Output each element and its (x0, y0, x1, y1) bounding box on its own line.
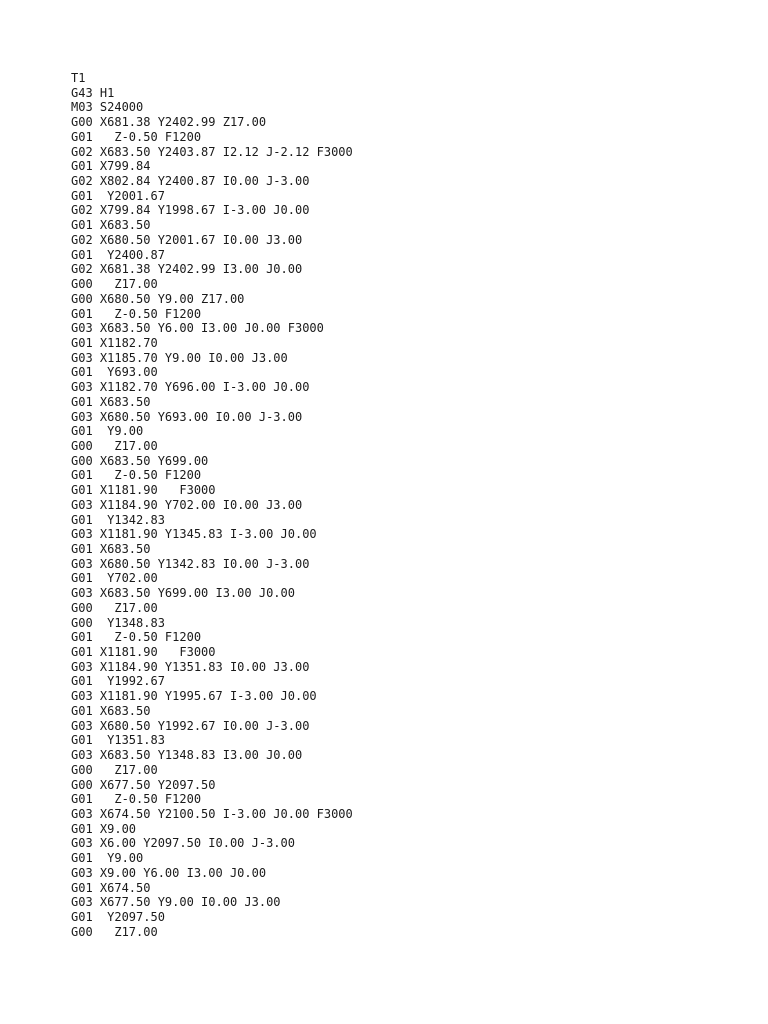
gcode-line: G00 Z17.00 (71, 438, 158, 453)
gcode-line: G01 Y702.00 (71, 571, 158, 586)
gcode-line: G00 Z17.00 (71, 277, 158, 292)
gcode-line: G01 Y2097.50 (71, 909, 165, 924)
gcode-line: G01 Y2001.67 (71, 188, 165, 203)
gcode-line: G03 X680.50 Y693.00 I0.00 J-3.00 (71, 409, 303, 424)
gcode-line: G01 Y1992.67 (71, 674, 165, 689)
gcode-line: G01 Z-0.50 F1200 (71, 630, 202, 645)
gcode-line: G02 X802.84 Y2400.87 I0.00 J-3.00 (71, 174, 310, 189)
gcode-line: G01 Z-0.50 F1200 (71, 129, 202, 144)
gcode-line: G00 X677.50 Y2097.50 (71, 777, 216, 792)
gcode-line: G01 X683.50 (71, 703, 151, 718)
gcode-line: G03 X6.00 Y2097.50 I0.00 J-3.00 (71, 836, 295, 851)
gcode-line: G03 X683.50 Y1348.83 I3.00 J0.00 (71, 748, 303, 763)
gcode-line: G01 X1182.70 (71, 335, 158, 350)
gcode-line: G01 Z-0.50 F1200 (71, 792, 202, 807)
gcode-line: G01 Y693.00 (71, 365, 158, 380)
gcode-line: G01 Z-0.50 F1200 (71, 306, 202, 321)
gcode-line: G00 X680.50 Y9.00 Z17.00 (71, 291, 245, 306)
gcode-line: G43 H1 (71, 85, 115, 100)
gcode-line: G02 X799.84 Y1998.67 I-3.00 J0.00 (71, 203, 310, 218)
gcode-line: G03 X9.00 Y6.00 I3.00 J0.00 (71, 865, 267, 880)
gcode-line: G01 X1181.90 F3000 (71, 483, 216, 498)
gcode-line: G00 Y1348.83 (71, 615, 165, 630)
gcode-line: G00 X683.50 Y699.00 (71, 453, 209, 468)
gcode-line: G01 Y2400.87 (71, 247, 165, 262)
gcode-line: G03 X683.50 Y6.00 I3.00 J0.00 F3000 (71, 321, 324, 336)
gcode-line: G03 X1185.70 Y9.00 I0.00 J3.00 (71, 350, 288, 365)
gcode-line: G01 X799.84 (71, 159, 151, 174)
gcode-line: G03 X680.50 Y1992.67 I0.00 J-3.00 (71, 718, 310, 733)
gcode-line: G01 Y9.00 (71, 424, 144, 439)
gcode-line: G03 X680.50 Y1342.83 I0.00 J-3.00 (71, 556, 310, 571)
gcode-line: G01 X683.50 (71, 394, 151, 409)
gcode-line: T1 (71, 71, 86, 85)
gcode-line: G02 X683.50 Y2403.87 I2.12 J-2.12 F3000 (71, 144, 353, 159)
gcode-line: G00 Z17.00 (71, 762, 158, 777)
gcode-line: G01 Y1351.83 (71, 733, 165, 748)
gcode-line: G03 X1184.90 Y1351.83 I0.00 J3.00 (71, 659, 310, 674)
gcode-line: G01 X674.50 (71, 880, 151, 895)
gcode-line: G03 X1181.90 Y1995.67 I-3.00 J0.00 (71, 689, 317, 704)
gcode-line: G02 X681.38 Y2402.99 I3.00 J0.00 (71, 262, 303, 277)
gcode-line: G03 X683.50 Y699.00 I3.00 J0.00 (71, 586, 295, 601)
gcode-line: G00 Z17.00 (71, 600, 158, 615)
gcode-listing (71, 71, 353, 939)
gcode-line: G03 X677.50 Y9.00 I0.00 J3.00 (71, 895, 281, 910)
gcode-line: G01 Y9.00 (71, 851, 144, 866)
gcode-line: G00 Z17.00 (71, 924, 158, 939)
gcode-line: G01 X683.50 (71, 218, 151, 233)
gcode-line: G01 X1181.90 F3000 (71, 645, 216, 660)
gcode-line: G03 X674.50 Y2100.50 I-3.00 J0.00 F3000 (71, 806, 353, 821)
gcode-line: G03 X1182.70 Y696.00 I-3.00 J0.00 (71, 380, 310, 395)
gcode-line: G03 X1181.90 Y1345.83 I-3.00 J0.00 (71, 527, 317, 542)
gcode-line: G03 X1184.90 Y702.00 I0.00 J3.00 (71, 497, 303, 512)
gcode-line: G01 Z-0.50 F1200 (71, 468, 202, 483)
gcode-line: G01 X683.50 (71, 542, 151, 556)
gcode-line: G01 Y1342.83 (71, 512, 165, 527)
gcode-line: M03 S24000 (71, 100, 144, 115)
gcode-line: G01 X9.00 (71, 821, 137, 836)
gcode-line: G00 X681.38 Y2402.99 Z17.00 (71, 115, 267, 130)
gcode-line: G02 X680.50 Y2001.67 I0.00 J3.00 (71, 232, 303, 247)
